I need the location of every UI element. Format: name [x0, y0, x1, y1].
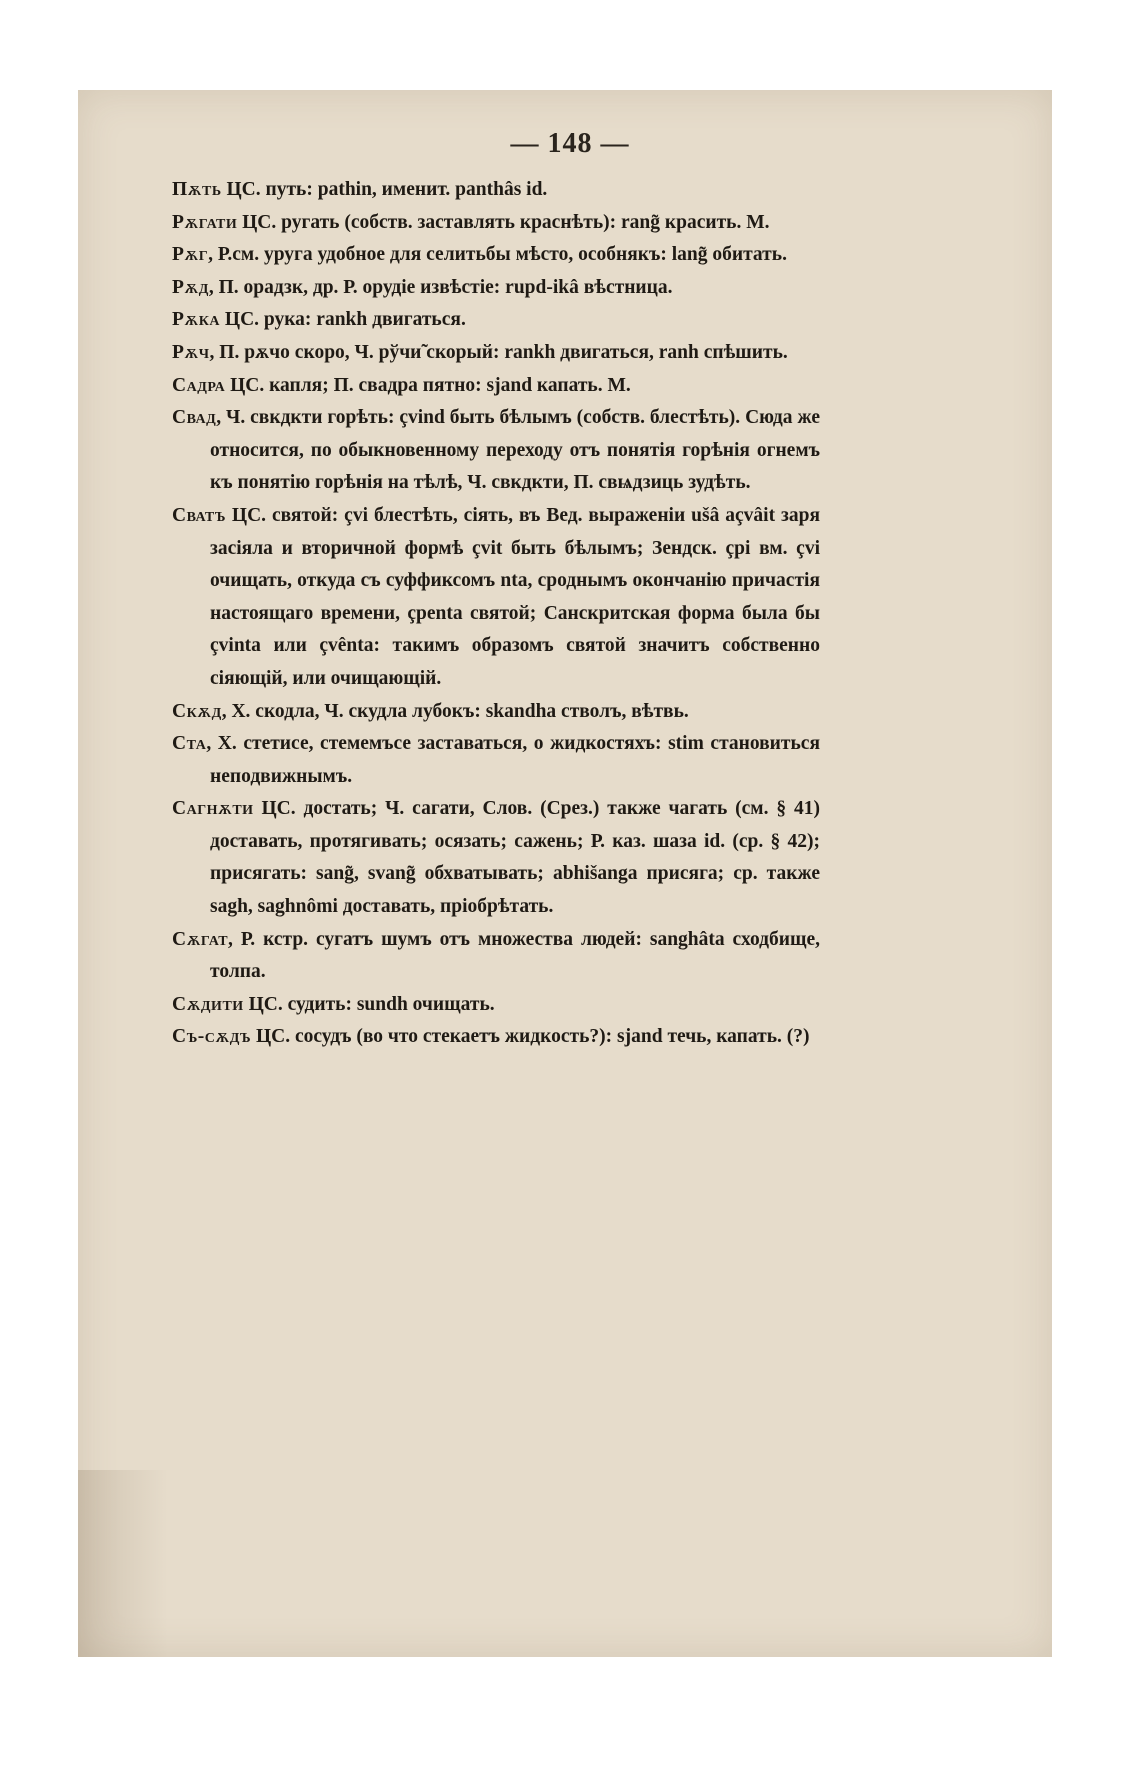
- entry-text: ЦС. путь: pathin, именит. panthâs id.: [221, 179, 548, 200]
- entry-text: , Х. скодла, Ч. скудла лубокъ: skandha стволъ, вѣтвь.: [221, 700, 689, 722]
- entry-text: , П. рѫчо скоро, Ч. рўчи̃ скорый: rankh двигаться, ranh спѣшить.: [209, 341, 788, 363]
- entry-headword: Пѫть: [172, 179, 222, 200]
- entry-text: , Р. кстр. сугатъ шумъ отъ множества людей: sanghâta сходбище, толпа.: [210, 928, 820, 983]
- entry-text: ЦС. святой: çvi блестѣть, сіять, въ Вед. выраженіи ušâ açvâit заря засіяла и вторичной формѣ çvit быть бѣлымъ; Зендск. çpi вм. çvi очищать, откуда съ суффиксомъ nta, сроднымъ окончанію причастія настоящаго времени, çpenta святой; Санскритская форма была бы çvinta или çvênta: такимъ образомъ святой значитъ собственно сіяющій, или очищающій.: [210, 504, 820, 689]
- entry: [172, 793, 820, 923]
- entry-headword: Садра: [172, 374, 226, 396]
- entry-headword: Рѫгати: [172, 211, 238, 233]
- page-number: — 148 —: [510, 128, 630, 159]
- entry-headword: Сагнѫти: [172, 798, 254, 820]
- entry: [172, 500, 820, 696]
- entry-headword: Рѫг: [172, 244, 209, 266]
- entry: [172, 239, 820, 272]
- entry-text: ЦС. сосудъ (во что стекаетъ жидкость?): sjand течь, капать. (?): [251, 1026, 810, 1048]
- entry: [172, 337, 820, 370]
- entry: [172, 304, 820, 337]
- entry-headword: Сѫдити: [172, 993, 244, 1015]
- entry: [172, 696, 820, 729]
- margin-shadow: [78, 1470, 168, 1657]
- entry-text: ЦС. ругать (собств. заставлять краснѣть): rang̃ красить. М.: [237, 211, 770, 233]
- entry-text: ЦС. судить: sundh очищать.: [243, 993, 495, 1015]
- entry-text: ЦС. достать; Ч. сагати, Слов. (Срез.) также чагать (см. § 41) доставать, протягивать; осязать; сажень; Р. каз. шаза id. (ср. § 42); присягать: sang̃, svang̃ обхватывать; abhišanga присяга; ср. также sagh, saghnômi доставать, пріобрѣтать.: [210, 798, 820, 918]
- entry: [172, 174, 820, 207]
- entry: [172, 272, 820, 305]
- dictionary-entries: [172, 174, 820, 1054]
- entry-headword: Рѫч: [172, 341, 210, 363]
- entry-headword: Съ-сѫдъ: [172, 1026, 252, 1048]
- entry: [172, 402, 820, 500]
- entry-text: ЦС. рука: rankh двигаться.: [220, 309, 466, 331]
- entry: [172, 989, 820, 1022]
- entry: [172, 924, 820, 989]
- entry-text: , П. орадзк, др. Р. орудіе извѣстіе: rupd-ikâ вѣстница.: [208, 276, 673, 298]
- entry-headword: Рѫд: [172, 276, 209, 298]
- entry-headword: Сватъ: [172, 504, 226, 526]
- entry-text: , Х. стетисе, стемемъсе заставаться, о жидкостяхъ: stim становиться неподвижнымъ.: [206, 733, 820, 787]
- entry: [172, 728, 820, 793]
- entry-headword: Ста: [172, 733, 207, 755]
- entry: [172, 207, 820, 240]
- entry-headword: Скѫд: [172, 700, 222, 722]
- entry-headword: Сѫгат: [172, 928, 229, 950]
- entry: [172, 1021, 820, 1054]
- entry-headword: Рѫка: [172, 309, 221, 331]
- entry-text: , Р.см. уруга удобное для селитьбы мѣсто, особнякъ: lang̃ обитать.: [208, 244, 787, 266]
- entry: [172, 370, 820, 403]
- entry-headword: Свад: [172, 407, 217, 429]
- entry-text: ЦС. капля; П. свадра пятно: sjand капать. М.: [225, 374, 631, 396]
- entry-text: , Ч. свкдкти горѣть: çvind быть бѣлымъ (собств. блестѣть). Сюда же относится, по обыкновенному переходу отъ понятія горѣнія огнемъ къ понятію горѣнія на тѣлѣ, Ч. свкдкти, П. свѩдзиць зудѣть.: [210, 407, 820, 494]
